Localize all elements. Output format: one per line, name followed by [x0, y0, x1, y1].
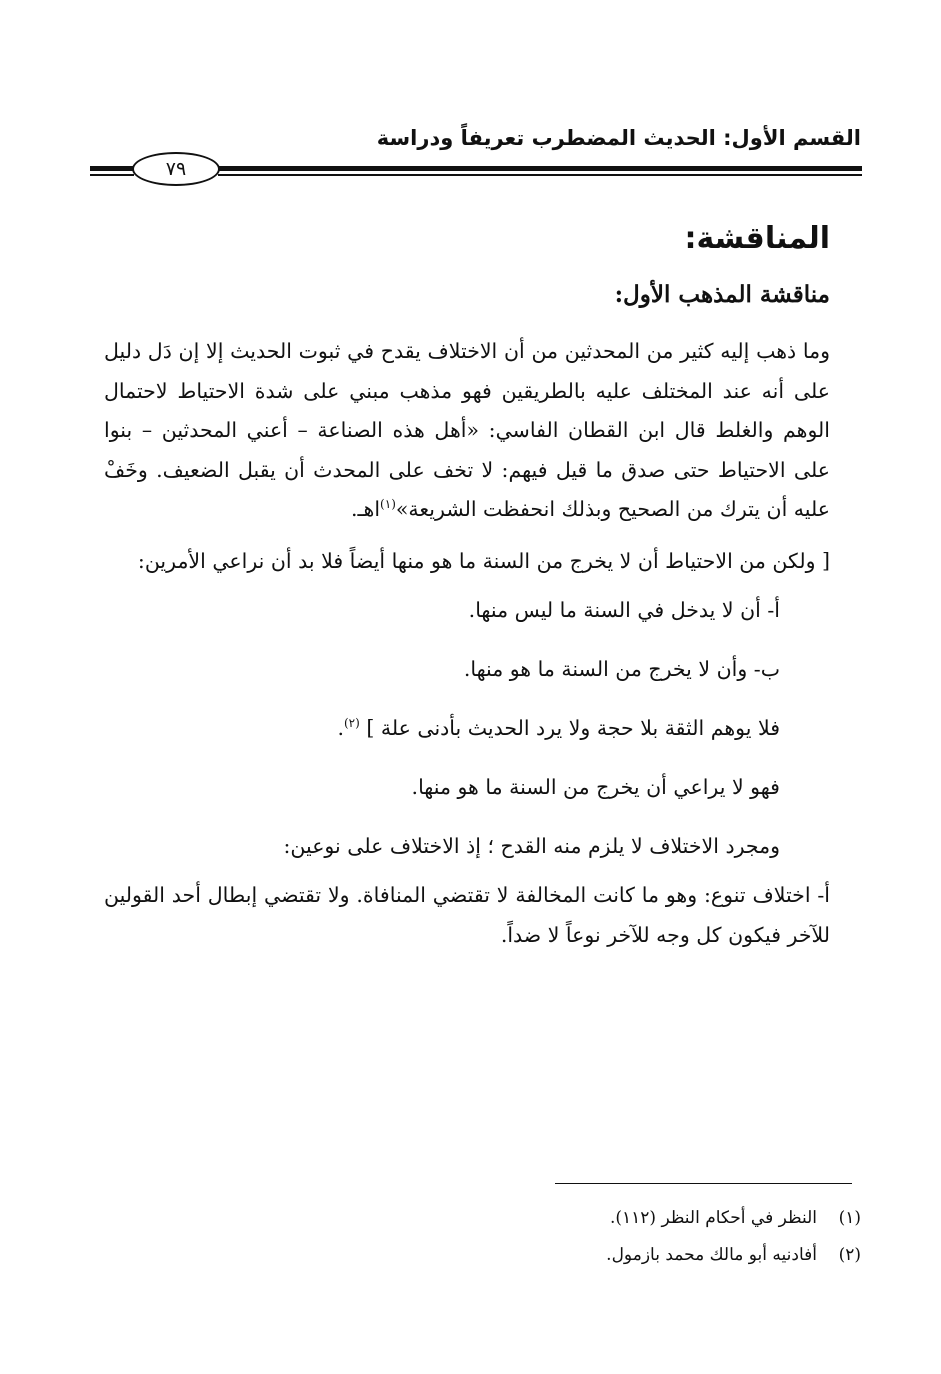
footnote-1-text: النظر في أحكام النظر (١١٢).: [609, 1208, 817, 1228]
rule-left-thick: [90, 166, 134, 171]
conclusion-end: .: [337, 716, 344, 740]
paragraph-1: [104, 332, 830, 530]
rule-thin: [218, 174, 862, 176]
main-content: [104, 212, 830, 955]
paragraph-1-text: وما ذهب إليه كثير من المحدثين من أن الاختلاف يقدح في ثبوت الحديث إلا إن دَل دليل على أنه عند المختلف عليه بالطريقين فهو مذهب مبني على شدة الاحتياط لاحتمال الوهم والغلط قال ابن القطان الفاسي: «أهل هذه الصناعة – أعني المحدثين – بنوا على الاحتياط حتى صدق ما قيل فيهم: لا تخف على المحدث أن يقبل الضعيف. وخَفْ عليه أن يترك من الصحيح وبذلك انحفظت الشريعة»: [104, 339, 830, 521]
footnote-2: [161, 1237, 861, 1274]
footnote-2-num: (٢): [838, 1245, 861, 1265]
paragraph-2: [ ولكن من الاحتياط أن لا يخرج من السنة ما هو منها أيضاً فلا بد أن نراعي الأمرين:: [137, 548, 830, 573]
paragraph-3: أ- اختلاف تنوع: وهو ما كانت المخالفة لا تقتضي المنافاة. ولا تقتضي إبطال أحد القولين للآخر فيكون كل وجه للآخر نوعاً لا ضداً.: [104, 883, 830, 947]
running-head: القسم الأول: الحديث المضطرب تعريفاً ودراسة: [376, 126, 861, 150]
conclusion-line: [104, 699, 830, 758]
line-not-observe: فهو لا يراعي أن يخرج من السنة ما هو منها.: [411, 775, 780, 799]
list-item-ba: ب- وأن لا يخرج من السنة ما هو منها.: [463, 657, 780, 681]
list-item-alif: أ- أن لا يدخل في السنة ما ليس منها.: [468, 598, 780, 622]
footnotes: [161, 1200, 861, 1274]
footnote-rule: [555, 1183, 852, 1184]
line-types: ومجرد الاختلاف لا يلزم منه القدح ؛ إذ الاختلاف على نوعين:: [283, 834, 780, 858]
footnote-ref-2: (٢): [343, 716, 360, 731]
footnote-ref-1: (١): [380, 497, 396, 512]
footnote-1: [161, 1200, 861, 1237]
footnote-1-num: (١): [838, 1208, 861, 1228]
rule-thick: [218, 166, 862, 171]
conclusion-text: فلا يوهم الثقة بلا حجة ولا يرد الحديث بأدنى علة ]: [366, 716, 780, 740]
paragraph-1-end: اهـ.: [351, 497, 381, 521]
header-rule: [90, 152, 862, 184]
page-number: ٧٩: [132, 152, 220, 186]
subheading: مناقشة المذهب الأول:: [614, 281, 830, 308]
rule-left-thin: [90, 174, 134, 176]
section-title: المناقشة:: [684, 221, 830, 256]
footnote-2-text: أفادنيه أبو مالك محمد بازمول.: [606, 1245, 817, 1265]
